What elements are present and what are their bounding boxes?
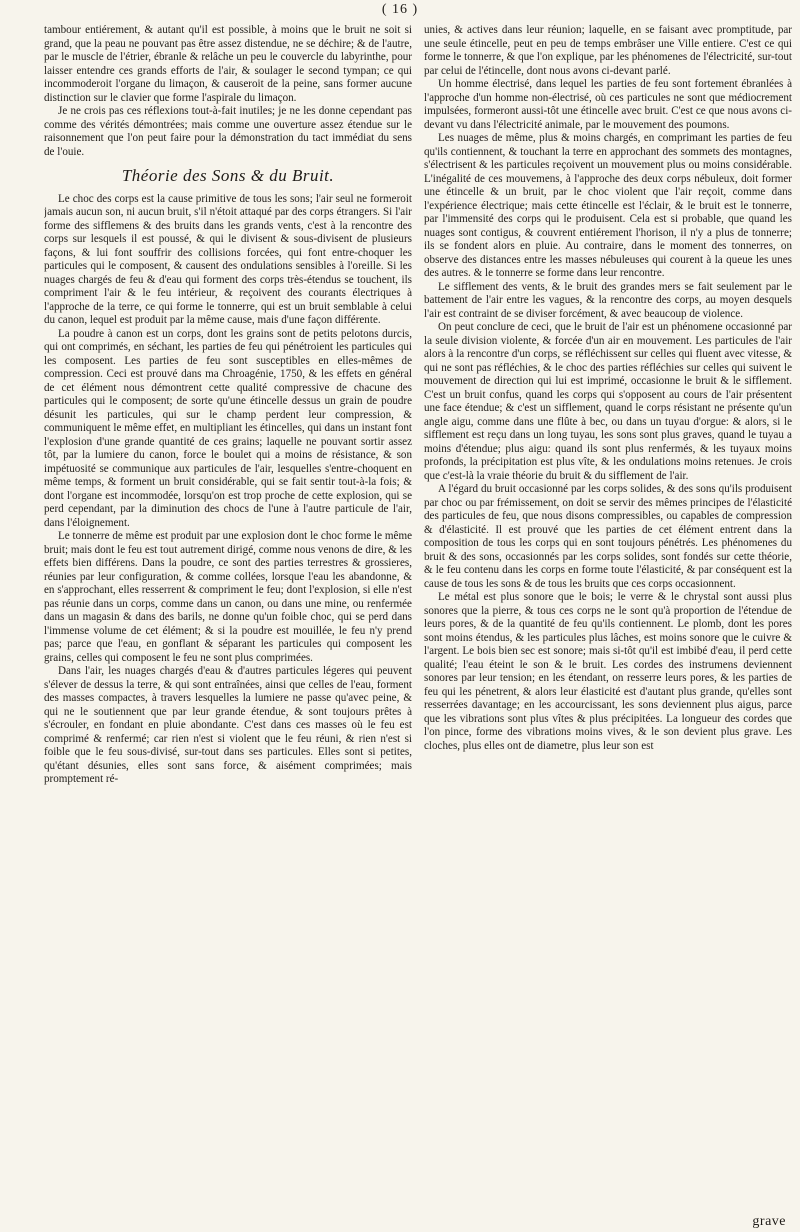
paragraph: La poudre à canon est un corps, dont les grains sont de petits pelotons durcis, qui ont comprimés, en séchant, les parties de feu qui pénétroient les particules qui les composent. Les parties de feu sont susceptibles en elles-mêmes de compression. Ceci est prouvé dans ma Chroagénie, 1750, & les effets en général de cet élément nous démontrent cette qualité compressive de chacune des particules qui le composent; de sorte qu'une étincelle dessus un grain de poudre désunit les particules, qui sur le champ perdent leur compression, & communiquent le même effet, en multipliant les étincelles, qui dans un instant font l'explosion d'une grande quantité de ces grains; laquelle ne pouvant sortir assez tôt, par la lumiere du canon, force le boulet qui a moins de résistance, & son impétuosité se communique aux particules de l'air, lesquelles s'entre-choquent en même temps, & forment un bruit considérable, qui se fait sentir tout-à-la fois; & dont l'organe est incommodée, lorsqu'on est trop proche de cette explosion, qui se perd cependant, par la diminution des chocs de l'une à l'autre particule de l'air, dans l'éloignement.	[44, 327, 412, 529]
text-columns	[44, 24, 792, 1210]
paragraph: Les nuages de même, plus & moins chargés, en comprimant les parties de feu qu'ils contiennent, & touchant la terre en approchant des sommets des montagnes, s'électrisent & les particules reçoivent un mouvement plus ou moins considérable. L'inégalité de ces mouvemens, à l'approche des deux corps nébuleux, doit former une étincelle & un bruit, par le choc violent que l'air reçoit, comme dans l'expérience électrique; mais cette étincelle est l'éclair, & le bruit est le tonnerre, par l'immensité des corps qui le produisent. Cela est si probable, que quand les nuages sont contigus, & couvrent entiérement l'horison, il n'y a plus de tonnerre; ils se fondent alors en pluie. Au contraire, dans le moment des tonnerres, on observe des distances entre les masses nébuleuses qui courent à la queue les unes des autres. & le tonnerre se forme dans leur rencontre.	[424, 132, 792, 279]
paragraph: Le métal est plus sonore que le bois; le verre & le chrystal sont aussi plus sonores que la pierre, & tous ces corps ne le sont qu'à proportion de l'étendue de leurs pores, & de la quantité de feu qu'ils contiennent. Le plomb, dont les pores sont moins étendus, & les particules plus lâches, est moins sonore que le cuivre & l'argent. Le bois bien sec est sonore; mais si-tôt qu'il est imbibé d'eau, il perd cette qualité; l'eau éteint le son & le bruit. Les cordes des instrumens deviennent sonores par leur tension; en les étendant, on resserre leurs pores, & les parties de feu qui les pénetrent, & alors leur élasticité est d'autant plus grande, qu'elles sont resserrées davantage; en les accourcissant, les sons deviennent plus aigus, parce que les vibrations sont plus vîtes & plus précipitées. La longueur des cordes que l'on pince, forme des vibrations moins vives, & le son devient plus grave. Les cloches, plus elles ont de diametre, plus leur son est	[424, 591, 792, 752]
left-column	[44, 24, 412, 1210]
section-heading: Théorie des Sons & du Bruit.	[121, 166, 335, 185]
paragraph: tambour entiérement, & autant qu'il est possible, à moins que le bruit ne soit si grand, que la peau ne pouvant pas être assez distendue, ne se déchire; & de l'autre, par le muscle de l'étrier, ébranle & relâche un peu le couvercle du labyrinthe, pour laisser entendre ces grands efforts de l'air, & soulager le second tympan; ce qui incommoderoit l'organe du limaçon, & causeroit de la peine, sans former aucune distinction sur le clavier que forme l'aspirale du limaçon.	[44, 24, 412, 104]
right-column	[424, 24, 792, 1210]
paragraph: On peut conclure de ceci, que le bruit de l'air est un phénomene occasionné par la seule division violente, & forcée d'un air en mouvement. Les particules de l'air alors à la rencontre d'un corps, se réfléchissent sur celles qui fluent avec vitesse, & qui ne sont pas réfléchies, & le choc des parties réfléchies sur celles qui suivent le mouvement de direction qui lui est imprimé, occasionne le bruit & le sifflement. C'est un bruit confus, quand les corps qui s'opposent au cours de l'air présentent une face étendue; & c'est un sifflement, quand le corps résistant ne présente qu'un angle aigu, comme dans une flûte à bec, ou dans un tuyau d'orgue: & alors, si le sifflement est reçu dans un long tuyau, les sons sont plus graves, quand le tuyau a moins d'étendue; plus aigu: quand ils sont plus renfermés, & les tuyaux moins profonds, la précipitation est plus vîte, & les ondulations moins retenues. Je crois que c'est-là la vraie théorie du bruit & du sifflement de l'air.	[424, 321, 792, 482]
paragraph: Le choc des corps est la cause primitive de tous les sons; l'air seul ne formeroit jamais aucun son, ni aucun bruit, s'il n'étoit attaqué par des corps étrangers. Si l'air forme des sifflemens & des bruits dans les grands vents, c'est à la rencontre des corps sur lesquels il est poussé, & qui le divisent & sous-divisent de plusieurs façons, & lui font souffrir des collisions forcées, qui font entre-choquer les particules qui le composent, & causent des ondulations sensibles à l'oreille. Si les nuages chargés de feu & d'eau qui forment des corps très-étendus se touchent, ils compriment l'air & le feu intérieur, & reçoivent des courants électriques à l'approche de la terre, ce qui forme le tonnerre, qui est un bruit semblable à celui du canon, lequel est produit par la même cause, mais d'une façon différente.	[44, 192, 412, 326]
paragraph: Je ne crois pas ces réflexions tout-à-fait inutiles; je ne les donne cependant pas comme des vérités démontrées; mais comme une ouverture assez étendue sur le raisonnement que l'on peut faire pour la démonstration du tact immédiat du sens de l'ouie.	[44, 105, 412, 158]
paragraph: A l'égard du bruit occasionné par les corps solides, & des sons qu'ils produisent par choc ou par frémissement, on doit se servir des mêmes principes de l'élasticité des particules de feu, que nous disons compressibles, ou capables de compression & d'élasticité. Il est prouvé que les parties de cet élément entrent dans la composition de tous les corps qui en sont toujours pénétrés. Les phénomenes du bruit & des sons, occasionnés par les corps solides, sont fondés sur cette théorie, & le feu contenu dans les corps en forme toute l'élasticité, & par conséquent est la cause de tous les sons & de tous les bruits que ces corps occasionnent.	[424, 483, 792, 590]
paragraph: Dans l'air, les nuages chargés d'eau & d'autres particules légeres qui peuvent s'élever de dessus la terre, & qui sont entraînées, ainsi que celles de l'eau, forment des masses compactes, à travers lesquelles la lumiere ne passe qu'avec peine, & qui ne le soutiennent que par leur grande étendue, & sont toujours prêtes à s'écrouler, en fondant en pluie abondante. C'est dans ces masses où le feu est comprimé & renfermé; car rien n'est si violent que le feu réuni, & rien n'est si foible que le feu sous-divisé, sur-tout dans ses particules. Elles sont si petites, qu'étant désunies, elles sont sans force, & aisément comprimées; mais promptement ré-	[44, 665, 412, 785]
paragraph: Le tonnerre de même est produit par une explosion dont le choc forme le même bruit; mais dont le feu est tout autrement dirigé, comme nous venons de dire, & les effets bien différens. Dans la poudre, ce sont des parties terrestres & grossieres, réunies par leur configuration, & comme collées, lorsque l'eau les abandonne, & en s'approchant, elles resserrent & compriment le feu; dont l'explosion, si elle n'est pas réunie dans un corps, comme dans un canon, ou dans une mine, ou renfermée dans un magasin & dans des barils, ne donne qu'un foible choc, qui se perd dans l'immense volume de cet élément; & si la poudre est mouillée, le feu n'y prend pas; parce que l'eau, en gonflant & séparant les particules qui composent les grains, celles qui composent le feu ne sont plus comprimées.	[44, 530, 412, 664]
catchword: grave	[752, 1214, 786, 1229]
paragraph: unies, & actives dans leur réunion; laquelle, en se faisant avec promptitude, par une seule étincelle, peut en peu de temps embrâser une Ville entiere. C'est ce qui forme le tonnerre, & que l'on explique, par les phénomenes de l'électricité, sur-tout par celui de l'étincelle, dont nous avons ci-devant parlé.	[424, 24, 792, 77]
paragraph: Le sifflement des vents, & le bruit des grandes mers se fait seulement par le battement de l'air entre les vagues, & la rencontre des corps, au moyen desquels l'air est contraint de se diviser forcément, & avec beaucoup de violence.	[424, 280, 792, 320]
page-number: ( 16 )	[381, 2, 419, 17]
paragraph: Un homme électrisé, dans lequel les parties de feu sont fortement ébranlées à l'approche d'un homme non-électrisé, où ces particules ne sont que médiocrement impulsées, formeront aussi-tôt une étincelle avec bruit. C'est ce que nous avons ci-devant vu dans l'électricité animale, par le mouvement des poumons.	[424, 78, 792, 131]
